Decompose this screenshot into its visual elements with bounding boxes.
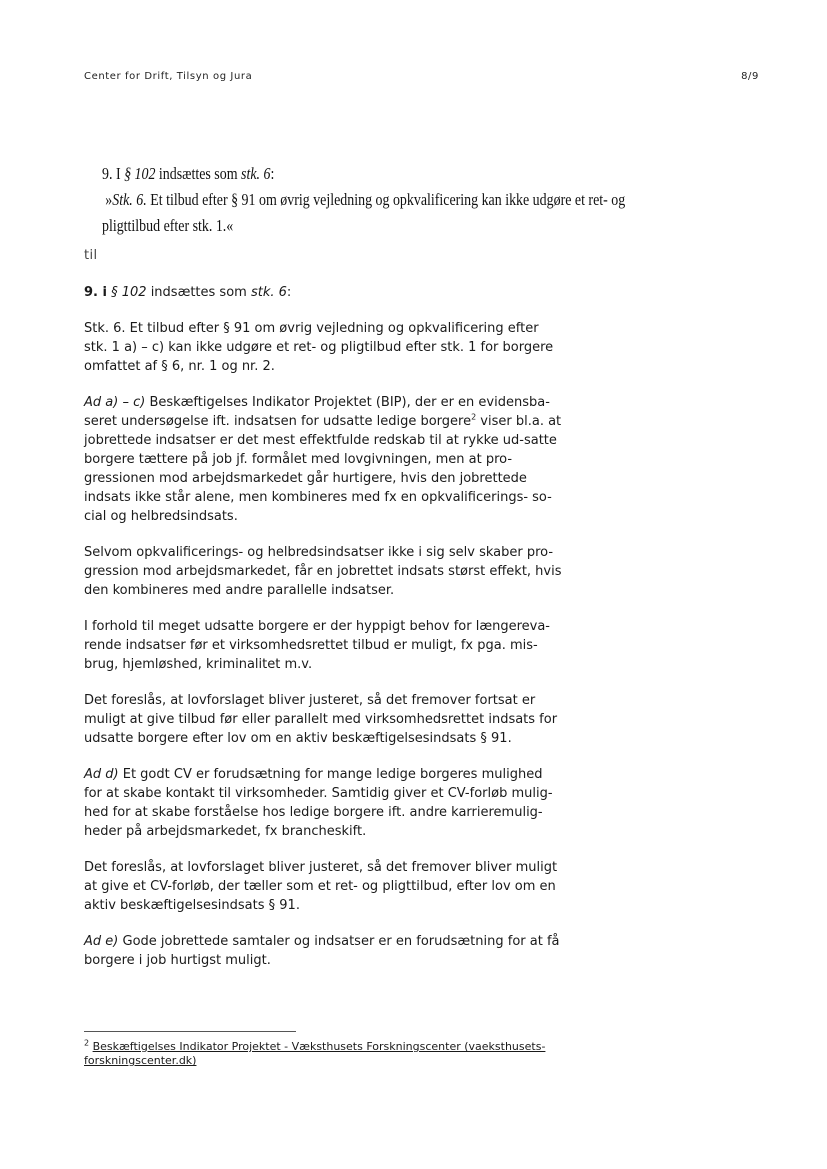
paragraph-proposal-2: Det foreslås, at lovforslaget bliver justeret, så det fremover bliver muligt at give et CV-forløb, der tæller som et ret- og pligttilbud, efter lov om en aktiv beskæftigelsesindsats § 91. (84, 860, 558, 913)
paragraph-ad-d: Ad d) Et godt CV er forudsætning for mange ledige borgeres mulighed for at skabe kontakt til virksomheder. Samtidig giver et CV-forløb mulig-hed for at skabe forståelse hos ledige borgere ift. andre karrieremulig-heder på arbejdsmarkedet, fx brancheskift. (84, 767, 553, 839)
scanned-excerpt (102, 161, 626, 239)
paragraph-ad-e: Ad e) Gode jobrettede samtaler og indsatser er en forudsætning for at få borgere i job hurtigst muligt. (84, 934, 560, 968)
paragraph-proposal-1: Det foreslås, at lovforslaget bliver justeret, så det fremover fortsat er muligt at give tilbud før eller parallelt med virksomhedsrettet indsats for udsatte borgere efter lov om en aktiv beskæftigelsesindsats § 91. (84, 693, 558, 746)
footnote (84, 1040, 564, 1068)
paragraph-stk6: Stk. 6. Et tilbud efter § 91 om øvrig vejledning og opkvalificering efter stk. 1 a) – c) kan ikke udgøre et ret- og pligtilbud efter stk. 1 for borgere omfattet af § 6, nr. 1 og nr. 2. (84, 321, 554, 374)
scan-line-2: »Stk. 6. Et tilbud efter § 91 om øvrig vejledning og opkvalificering kan ikke udgøre et ret- og (105, 190, 626, 209)
header-organization: Center for Drift, Tilsyn og Jura (84, 71, 253, 82)
footnote-divider (84, 1031, 296, 1032)
paragraph-ad-a-c: Ad a) – c) Beskæftigelses Indikator Projektet (BIP), der er en evidensba-seret undersøgelse ift. indsatsen for udsatte ledige borgere$^2$ viser bl.a. at jobrettede indsatser er det mest effektfulde redskab til at rykke ud-satte borgere tættere på job jf. formålet med lovgivningen, men at pro-gressionen mod arbejdsmarkedet går hurtigere, hvis den jobrettede indsats ikke står alene, men kombineres med fx en opkvalificerings- so-cial og helbredsindsats. (84, 395, 562, 524)
page-number: 8/9 (741, 71, 759, 82)
paragraph-udsatte-borgere: I forhold til meget udsatte borgere er der hyppigt behov for længereva-rende indsatser før et virksomhedsrettet tilbud er muligt, fx pga. mis-brug, hjemløshed, kriminalitet m.v. (84, 619, 550, 672)
footnote-ref[interactable]: 2 (471, 412, 477, 422)
amendment-heading: 9. i § 102 indsættes som stk. 6: (84, 285, 292, 300)
til-label: til (84, 248, 98, 263)
document-body (84, 283, 564, 987)
paragraph-opkvalificering: Selvom opkvalificerings- og helbredsindsatser ikke i sig selv skaber pro-gression mod arbejdsmarkedet, får en jobrettet indsats størst effekt, hvis den kombineres med andre parallelle indsatser. (84, 545, 562, 598)
scan-line-3: pligttilbud efter stk. 1.« (102, 216, 234, 235)
footnote-link[interactable]: Beskæftigelses Indikator Projektet - Væksthusets Forskningscenter (vaeksthusets-forskningscenter.dk) (84, 1040, 546, 1067)
footnote-number: 2 (84, 1038, 90, 1048)
scan-line-1: 9. I § 102 indsættes som stk. 6: (102, 164, 275, 183)
